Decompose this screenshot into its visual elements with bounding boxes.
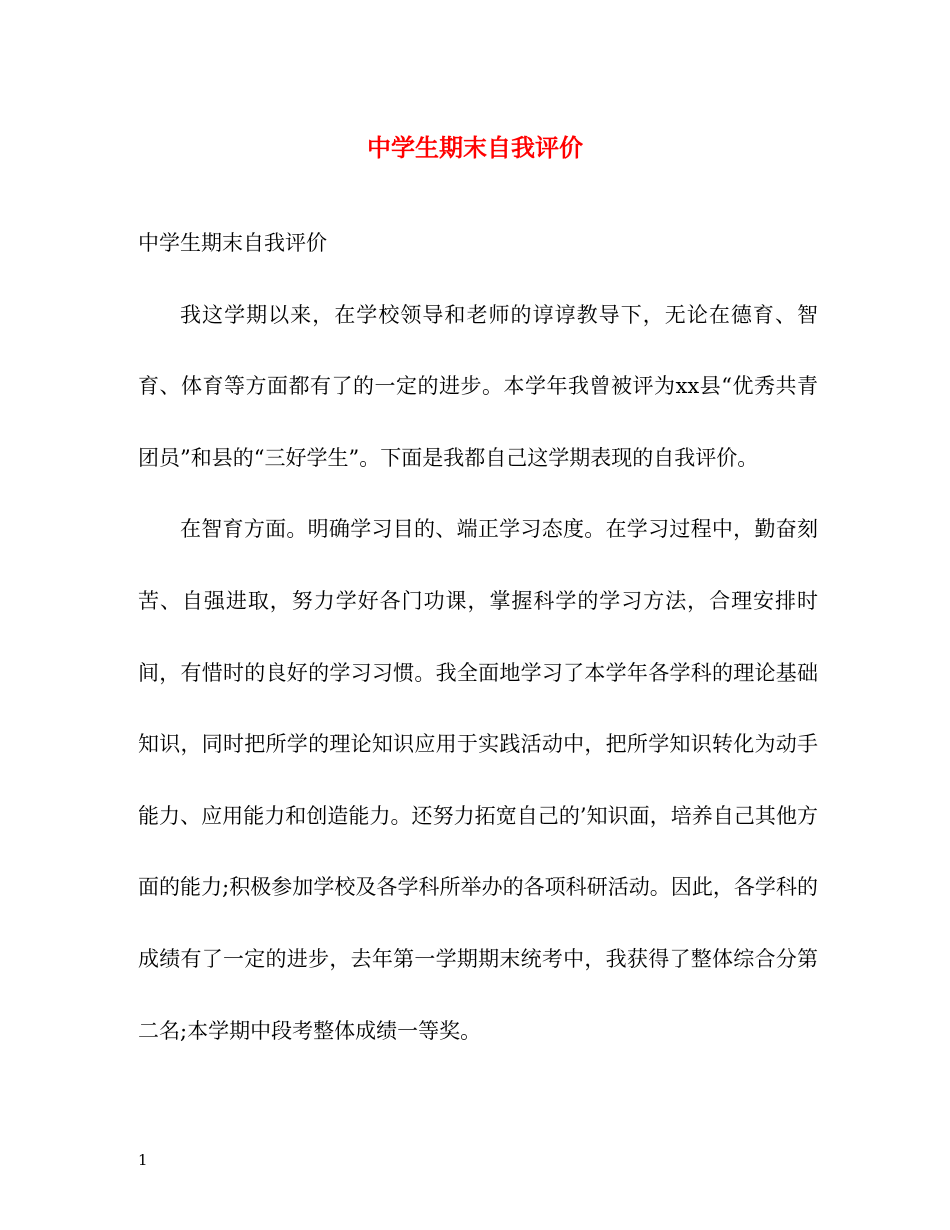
document-title: 中学生期末自我评价 — [367, 133, 583, 162]
paragraph-academic: 在智育方面。明确学习目的、端正学习态度。在学习过程中，勤奋刻苦、自强进取，努力学好各门功课，掌握科学的学习方法，合理安排时间，有惜时的良好的学习习惯。我全面地学习了本学年各学科的理论基础知识，同时把所学的理论知识应用于实践活动中，把所学知识转化为动手能力、应用能力和创造能力。还努力拓宽自己的’知识面，培养自己其他方面的能力;积极参加学校及各学科所举办的各项科研活动。因此，各学科的成绩有了一定的进步，去年第一学期期末统考中，我获得了整体综合分第二名;本学期中段考整体成绩一等奖。 — [138, 517, 818, 1043]
document-subtitle: 中学生期末自我评价 — [138, 231, 327, 255]
paragraph-intro: 我这学期以来，在学校领导和老师的谆谆教导下，无论在德育、智育、体育等方面都有了的一定的进步。本学年我曾被评为xx县“优秀共青团员”和县的“三好学生”。下面是我都自己这学期表现的自我评价。 — [138, 302, 818, 470]
document-body — [138, 208, 818, 1067]
page-number: 1 — [138, 1151, 148, 1169]
